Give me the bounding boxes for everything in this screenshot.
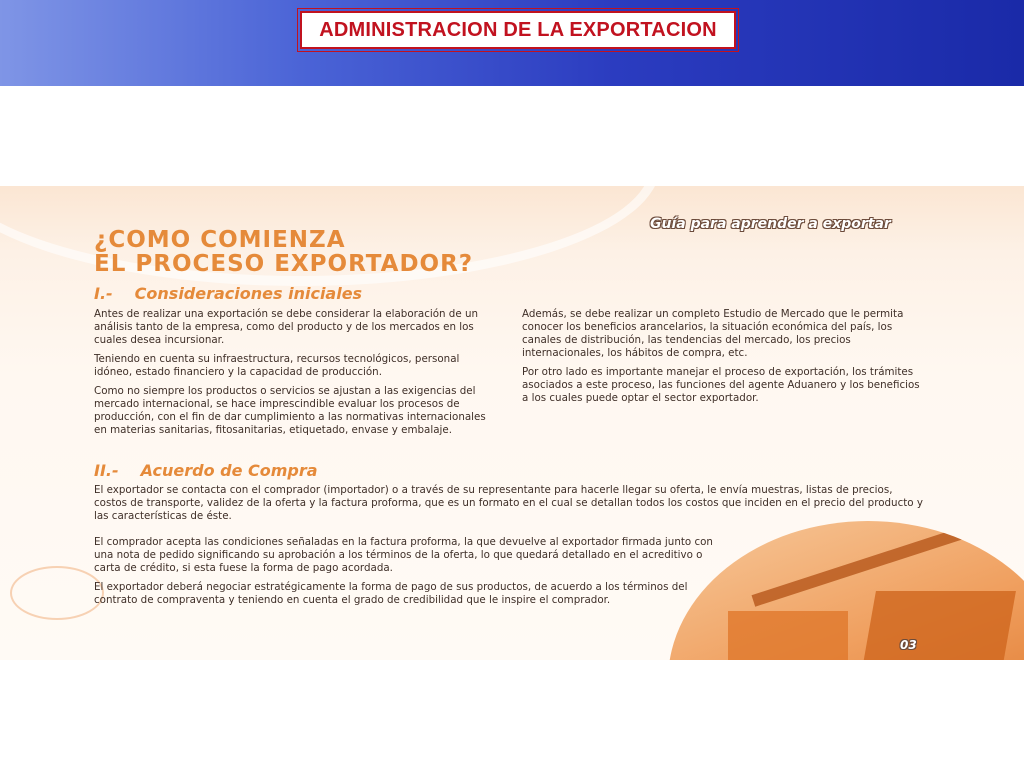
section-1-title: Consideraciones iniciales (134, 284, 363, 303)
bottom-paragraph-3: El exportador deberá negociar estratégicamente la forma de pago de sus productos, de acuerdo a los términos del contrato de compraventa y teniendo en cuenta el grado de credibilidad que le inspire el comprador. (94, 581, 688, 606)
bottom-paragraph-block-1 (94, 484, 926, 529)
document-scan (0, 186, 1024, 660)
harvest-photo (668, 521, 1024, 660)
section-1-number: I.- (94, 284, 113, 303)
left-paragraph-1: Antes de realizar una exportación se debe considerar la elaboración de un análisis tanto de la empresa, como del producto y de los mercados en los cuales desea incursionar. (94, 308, 479, 346)
section-2-title: Acuerdo de Compra (140, 461, 318, 480)
main-title-line1: ¿COMO COMIENZA (94, 227, 346, 253)
bottom-paragraph-block-2 (94, 536, 714, 613)
bottom-paragraph-2: El comprador acepta las condiciones señaladas en la factura proforma, la que devuelve al exportador firmada junto con una nota de pedido significando su aprobación a los términos de la oferta, lo que quedará detallado en el acreditivo o carta de crédito, si esta fuese la forma de pago acordada. (94, 536, 713, 574)
photo-grain-bin (728, 611, 848, 660)
page-number: 03 (900, 638, 917, 652)
photo-truck (860, 591, 1016, 660)
bottom-paragraph-1: El exportador se contacta con el comprador (importador) o a través de su representante para hacerle llegar su oferta, le envía muestras, listas de precios, costos de transporte, validez de la oferta y la factura proforma, que es un formato en el cual se detallan todos los costos que inciden en el precio del producto y las características de éste. (94, 484, 923, 522)
decorative-swirl-small (10, 566, 104, 620)
left-paragraph-2: Teniendo en cuenta su infraestructura, recursos tecnológicos, personal idóneo, estado financiero y la capacidad de producción. (94, 353, 460, 378)
right-paragraph-1: Además, se debe realizar un completo Estudio de Mercado que le permita conocer los beneficios arancelarios, la situación económica del país, los canales de distribución, las tendencias del mercado, los precios internacionales, los hábitos de compra, etc. (522, 308, 904, 359)
left-column (94, 308, 498, 443)
section-heading-1 (94, 284, 362, 303)
slide-title-box (300, 11, 736, 49)
right-column (522, 308, 928, 411)
slide-title: ADMINISTRACION DE LA EXPORTACION (319, 18, 717, 41)
section-heading-2 (94, 461, 318, 480)
guide-tag: Guía para aprender a exportar (650, 216, 891, 232)
main-title-line2: EL PROCESO EXPORTADOR? (94, 251, 474, 277)
right-paragraph-2: Por otro lado es importante manejar el proceso de exportación, los trámites asociados a este proceso, las funciones del agente Aduanero y los beneficios a los cuales puede optar el sector exportador. (522, 366, 920, 404)
document-main-title (94, 228, 473, 276)
section-2-number: II.- (94, 461, 119, 480)
left-paragraph-3: Como no siempre los productos o servicios se ajustan a las exigencias del mercado internacional, se hace imprescindible evaluar los procesos de producción, con el fin de dar cumplimiento a las normativas internacionales en materias sanitarias, fitosanitarias, etiquetado, envase y embalaje. (94, 385, 486, 436)
